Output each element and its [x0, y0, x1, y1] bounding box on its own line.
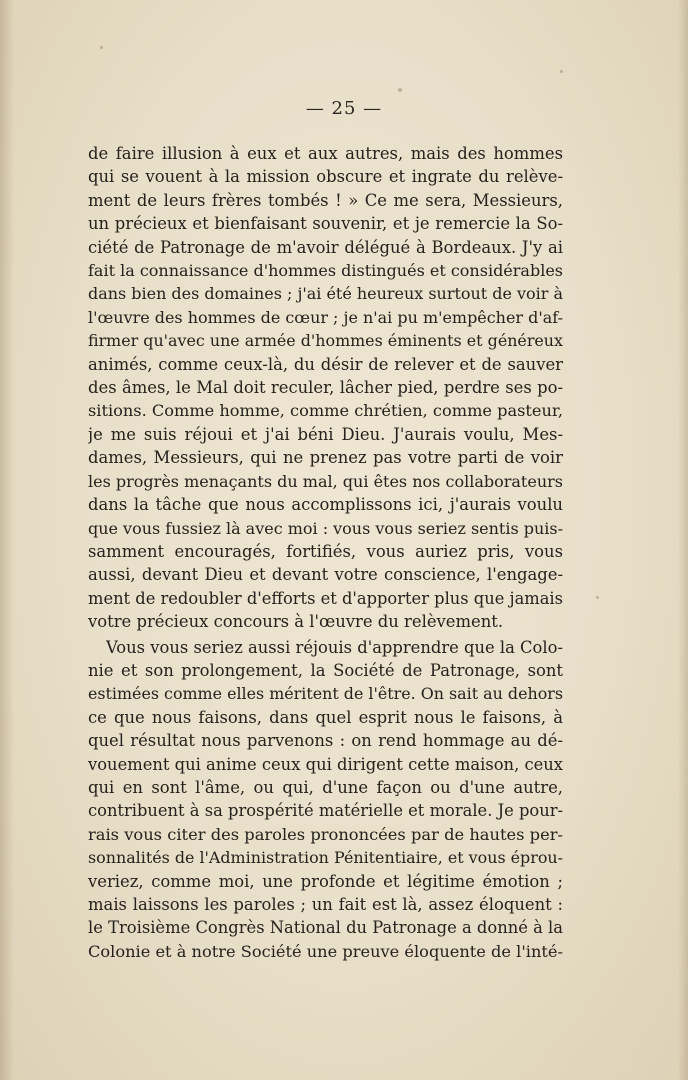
text-line: ment de leurs frères tombés ! » Ce me sera, Messieurs, — [88, 190, 563, 210]
text-line: ment de redoubler d'efforts et d'apporter plus que jamais — [88, 588, 563, 608]
text-line: de faire illusion à eux et aux autres, mais des hommes — [88, 144, 563, 163]
text-line: Colonie et à notre Société une preuve éloquente de l'inté- — [88, 941, 563, 961]
text-line: rais vous citer des paroles prononcées par de hautes per- — [88, 824, 563, 844]
text-line: dans bien des domaines ; j'ai été heureux surtout de voir à — [88, 284, 563, 304]
text-line: estimées comme elles méritent de l'être. On sait au dehors — [88, 684, 563, 704]
paper-spot — [596, 596, 599, 599]
paper-spot — [100, 46, 103, 49]
text-line: firmer qu'avec une armée d'hommes éminents et généreux — [88, 331, 563, 351]
text-line: veriez, comme moi, une profonde et légitime émotion ; — [88, 871, 563, 891]
text-line: animés, comme ceux-là, du désir de relever et de sauver — [88, 354, 563, 374]
page-number: — 25 — — [305, 98, 383, 119]
paragraph-2 — [88, 636, 563, 964]
text-line: que vous fussiez là avec moi : vous vous seriez sentis puis- — [88, 518, 563, 538]
text-line: sonnalités de l'Administration Pénitentiaire, et vous éprou- — [88, 848, 563, 868]
paper-spot — [560, 70, 563, 73]
text-line: vouement qui anime ceux qui dirigent cette maison, ceux — [88, 754, 563, 774]
text-line: un précieux et bienfaisant souvenir, et je remercie la So- — [88, 214, 563, 234]
text-line: votre précieux concours à l'œuvre du relèvement. — [88, 612, 504, 632]
text-line: samment encouragés, fortifiés, vous auriez pris, vous — [88, 541, 563, 561]
text-line: aussi, devant Dieu et devant votre conscience, l'engage- — [88, 565, 563, 585]
text-line: qui en sont l'âme, ou qui, d'une façon ou d'une autre, — [88, 777, 563, 797]
text-line: l'œuvre des hommes de cœur ; je n'ai pu m'empêcher d'af- — [88, 307, 563, 327]
text-line: dans la tâche que nous accomplissons ici, j'aurais voulu — [88, 495, 563, 515]
text-line: quel résultat nous parvenons : on rend hommage au dé- — [88, 731, 563, 751]
text-line: le Troisième Congrès National du Patronage a donné à la — [88, 918, 563, 938]
text-line: je me suis réjoui et j'ai béni Dieu. J'aurais voulu, Mes- — [88, 424, 563, 444]
text-line: contribuent à sa prospérité matérielle et morale. Je pour- — [88, 801, 563, 821]
body-text — [88, 142, 563, 963]
text-line: des âmes, le Mal doit reculer, lâcher pied, perdre ses po- — [88, 378, 563, 398]
text-line: sitions. Comme homme, comme chrétien, comme pasteur, — [88, 401, 563, 421]
text-line: ciété de Patronage de m'avoir délégué à Bordeaux. J'y ai — [88, 237, 563, 257]
text-line: nie et son prolongement, la Société de Patronage, sont — [88, 660, 563, 680]
text-line: les progrès menaçants du mal, qui êtes nos collaborateurs — [88, 471, 563, 491]
text-line: qui se vouent à la mission obscure et ingrate du relève- — [88, 167, 563, 187]
paragraph-1 — [88, 142, 563, 634]
text-line: dames, Messieurs, qui ne prenez pas votre parti de voir — [88, 448, 563, 468]
text-line: Vous vous seriez aussi réjouis d'apprendre que la Colo- — [106, 637, 563, 657]
text-line: ce que nous faisons, dans quel esprit nous le faisons, à — [88, 707, 563, 727]
text-line: fait la connaissance d'hommes distingués et considérables — [88, 261, 563, 281]
text-line: mais laissons les paroles ; un fait est là, assez éloquent : — [88, 895, 563, 914]
paper-spot — [398, 88, 402, 92]
